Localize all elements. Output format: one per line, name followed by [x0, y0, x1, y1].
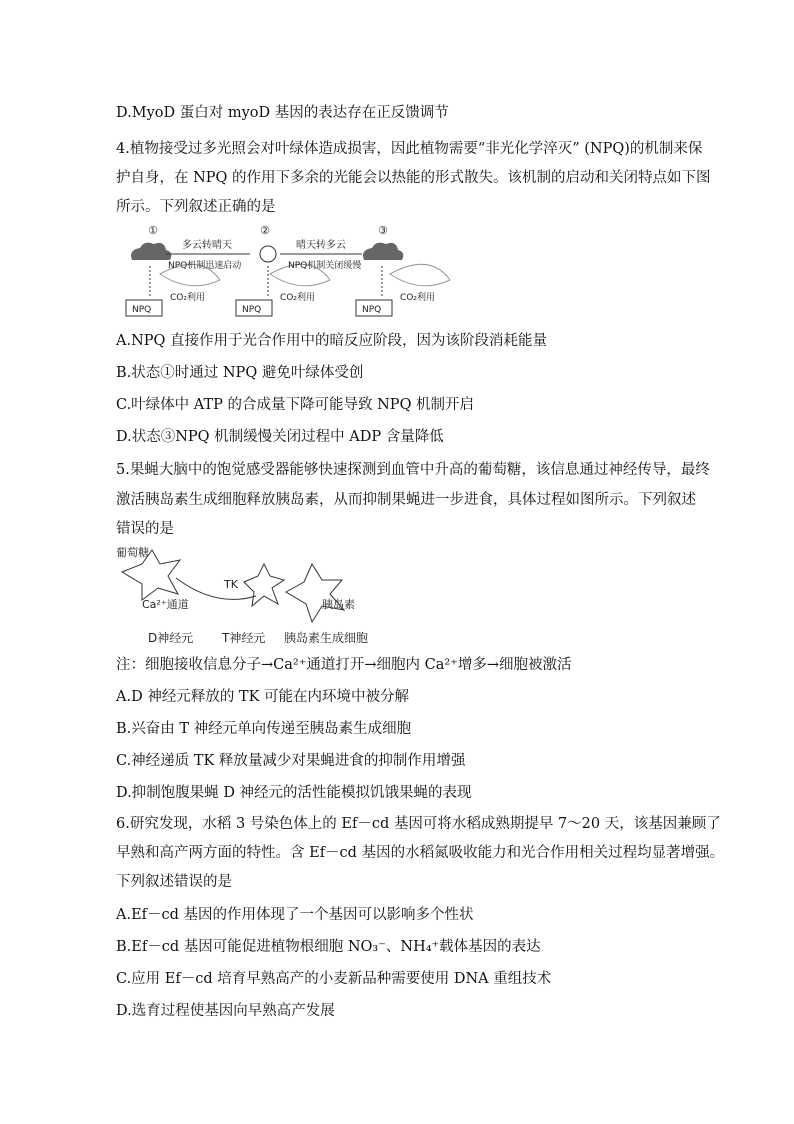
q5-stem-line-1: 5.果蝇大脑中的饱觉感受器能够快速探测到血管中升高的葡萄糖，该信息通过神经传导，最终 [116, 462, 710, 478]
npq-box-2-label: NPQ [242, 305, 262, 315]
q5-option-d: D.抑制饱腹果蝇 D 神经元的活性能模拟饥饿果蝇的表现 [116, 785, 472, 801]
q6-stem-line-1: 6.研究发现，水稻 3 号染色体上的 Ef－cd 基因可将水稻成熟期提早 7～20 天，该基因兼顾了 [116, 816, 721, 832]
ca-channel-label: Ca²⁺通道 [142, 598, 189, 611]
q4-stem-line-2: 护自身，在 NPQ 的作用下多余的光能会以热能的形式散失。该机制的启动和关闭特点如下图 [116, 170, 711, 186]
t-neuron-label: T神经元 [222, 631, 266, 645]
q6-option-b: B.Ef－cd 基因可能促进植物根细胞 NO₃⁻、NH₄⁺载体基因的表达 [116, 939, 541, 955]
q6-option-c: C.应用 Ef－cd 培育早熟高产的小麦新品种需要使用 DNA 重组技术 [116, 971, 552, 987]
d-neuron-label: D神经元 [148, 631, 194, 645]
npq-figure [120, 222, 460, 322]
q4-option-c: C.叶绿体中 ATP 的合成量下降可能导致 NPQ 机制开启 [116, 397, 475, 413]
state-1-label: ① [148, 224, 158, 237]
q5-stem-line-2: 激活胰岛素生成细胞释放胰岛素，从而抑制果蝇进一步进食，具体过程如图所示。下列叙述 [116, 492, 696, 508]
q6-stem-line-2: 早熟和高产两方面的特性。含 Ef－cd 基因的水稻氮吸收能力和光合作用相关过程均显著增强。 [116, 845, 725, 861]
q5-option-c: C.神经递质 TK 释放量减少对果蝇进食的抑制作用增强 [116, 753, 466, 769]
insulin-cell-label: 胰岛素生成细胞 [284, 631, 369, 645]
glucose-label: 葡萄糖 [116, 546, 149, 559]
q5-stem-line-3: 错误的是 [116, 521, 174, 537]
co2-label: CO₂利用 [170, 293, 205, 303]
leaf-icon-3 [390, 264, 450, 285]
insulin-cell-body [286, 564, 344, 622]
state-3-label: ③ [378, 224, 388, 237]
q5-note: 注：细胞接收信息分子→Ca²⁺通道打开→细胞内 Ca²⁺增多→细胞被激活 [116, 657, 572, 673]
process-label-2: NPQ机制关闭缓慢 [288, 261, 362, 271]
q6-option-d: D.选育过程使基因向早熟高产发展 [116, 1003, 335, 1019]
line-q3-option-d: D.MyoD 蛋白对 myoD 基因的表达存在正反馈调节 [116, 105, 449, 121]
process-label-1: NPQ机制迅速启动 [168, 261, 242, 271]
state-2-label: ② [260, 224, 270, 237]
q4-stem-line-3: 所示。下列叙述正确的是 [116, 199, 276, 215]
q4-option-a: A.NPQ 直接作用于光合作用中的暗反应阶段，因为该阶段消耗能量 [116, 333, 548, 349]
cloud-icon [131, 243, 171, 260]
tk-label: TK [224, 578, 238, 591]
weather-label-1: 多云转晴天 [182, 240, 232, 251]
axon-line [176, 578, 256, 599]
npq-box-label: NPQ [132, 305, 152, 315]
fly-neuron-figure [116, 542, 396, 650]
q6-stem-line-3: 下列叙述错误的是 [116, 874, 232, 890]
q5-option-b: B.兴奋由 T 神经元单向传递至胰岛素生成细胞 [116, 721, 412, 737]
npq-box-3-label: NPQ [362, 305, 382, 315]
q6-option-a: A.Ef－cd 基因的作用体现了一个基因可以影响多个性状 [116, 907, 474, 923]
t-neuron-body [244, 564, 284, 606]
state-3-group [356, 224, 450, 316]
q4-option-d: D.状态③NPQ 机制缓慢关闭过程中 ADP 含量降低 [116, 429, 444, 445]
q4-stem-line-1: 4.植物接受过多光照会对叶绿体造成损害，因此植物需要“非光化学淬灭” (NPQ)的机制来保 [116, 141, 703, 157]
insulin-label: 胰岛素 [322, 598, 355, 611]
cloud-icon-3 [363, 243, 403, 260]
weather-label-2: 晴天转多云 [296, 240, 346, 251]
sun-icon [260, 246, 276, 262]
q5-option-a: A.D 神经元释放的 TK 可能在内环境中被分解 [116, 689, 410, 705]
q4-option-b: B.状态①时通过 NPQ 避免叶绿体受创 [116, 365, 364, 381]
co2-label-3: CO₂利用 [400, 293, 435, 303]
co2-label-2: CO₂利用 [280, 293, 315, 303]
